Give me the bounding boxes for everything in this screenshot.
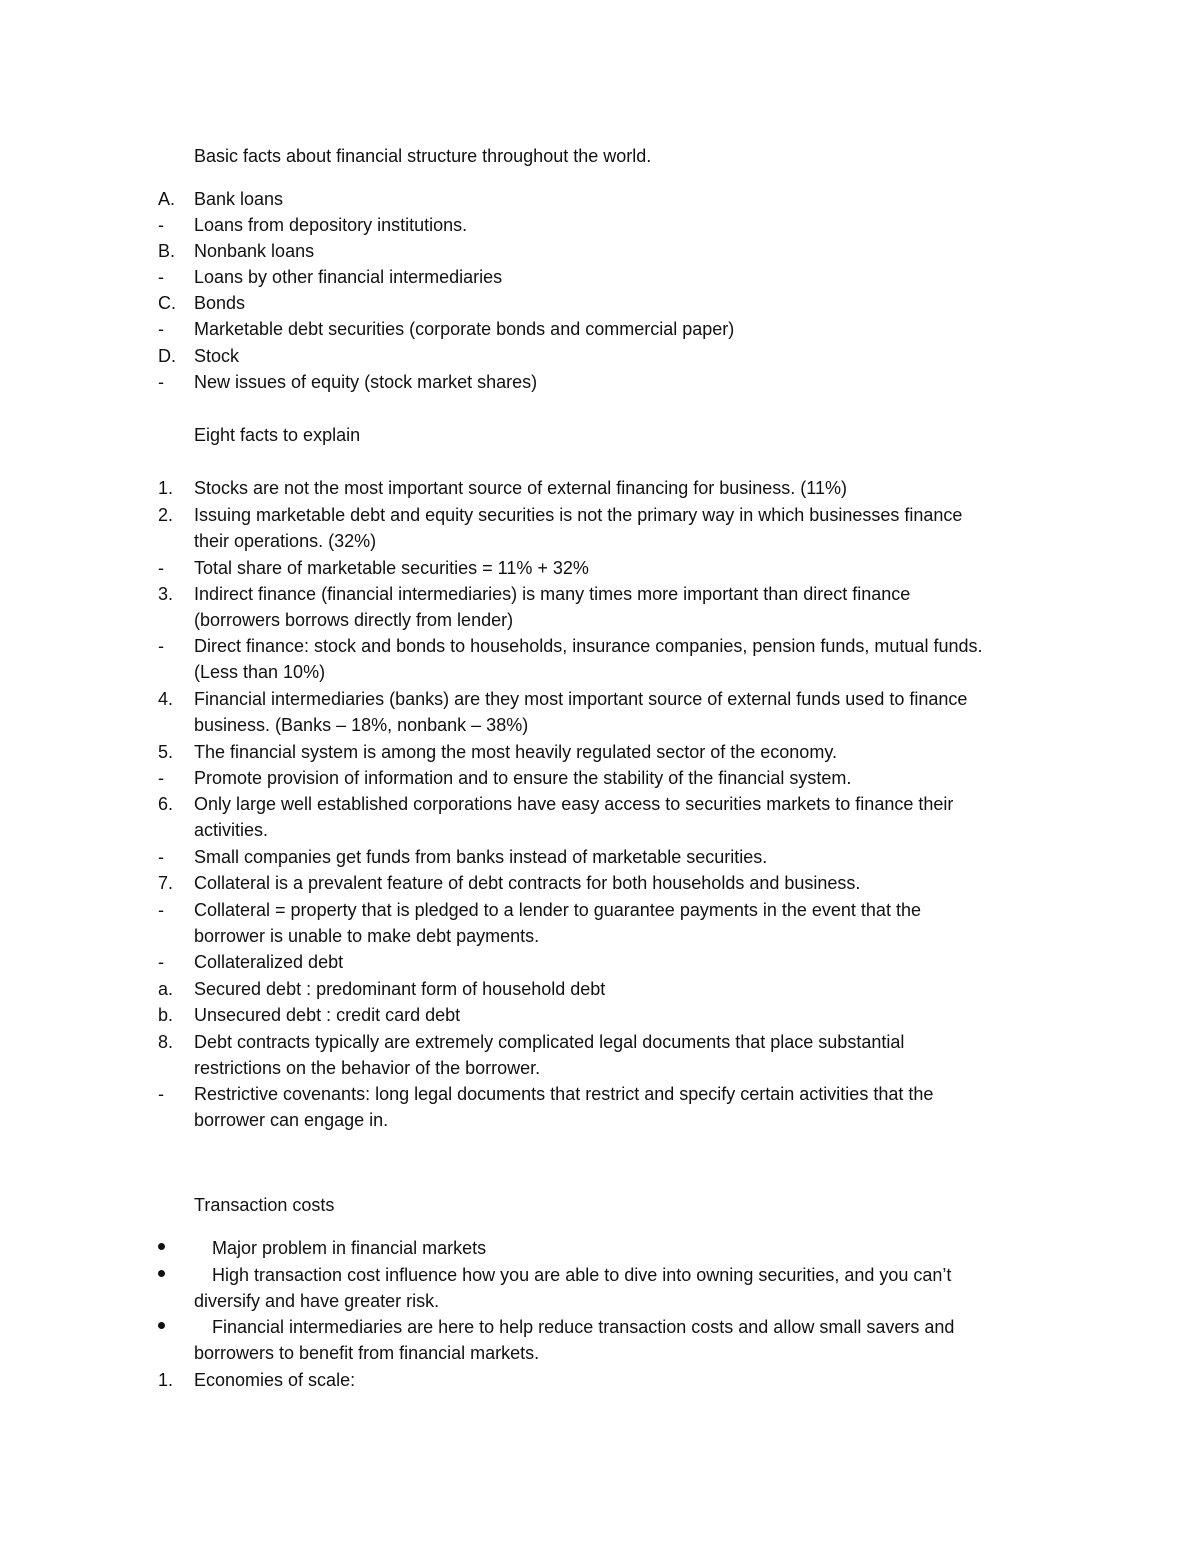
document-page: Basic facts about financial structure throughout the world. A. Bank loans - Loans from depository institutions. B. Nonbank loans - Loans by other financial intermediaries C. Bonds - Marketable debt securities (corporate bonds and commercial paper) D. Stock - New issues of equity (stock market shares) Eight facts to explain 1. Stocks are not the most important source of external financing for business. (11%) 2. Issuing marketable debt and equity securities is not the primary way in which businesses finance their operations. (32%) - Total share of marketable securities = 11% + 32% 3. Indirect finance (financial intermediaries) is many times more important than direct finance (borrowers borrows directly from lender) - Direct finance: stock and bonds to households, insurance companies, pension funds, mutual funds. (Less than 10%) 4. Financial intermediaries (banks) are they most important source of external funds used to finance business. (Banks – 18%, nonbank – 38%) 5. The financial system is among the most heavily regulated sector of the economy. - Promote provision of information and to ensure the stability of the financial system. 6. Only large well established corporations have easy access to securities markets to finance their activities. - Small companies get funds from banks instead of marketable securities. 7. Collateral is a prevalent feature of debt contracts for both households and business. - Collateral = property that is pledged to a lender to guarantee payments in the event that the borrower is unable to make debt payments. - Collateralized debt a. Secured debt : predominant form of household debt b. Unsecured debt : credit card debt 8. Debt contracts typically are extremely complicated legal documents that place substantial restrictions on the behavior of the borrower. - Restrictive covenants: long legal documents that restrict and specify certain activities that the borrower can engage in. Transaction costs Major problem in financial markets High transaction cost influence how you are able to dive into owning securities, and you can’t diversify and have greater risk. Financial intermediaries are here to help reduce transaction costs and allow small savers and borrowers to benefit from financial markets. 1. Economies of scale: <box>0 0 1200 1553</box>
bullet-dot-icon <box>158 1270 165 1277</box>
bullet-dot-icon <box>158 1243 165 1250</box>
bullet-dot-icon <box>158 1322 165 1329</box>
